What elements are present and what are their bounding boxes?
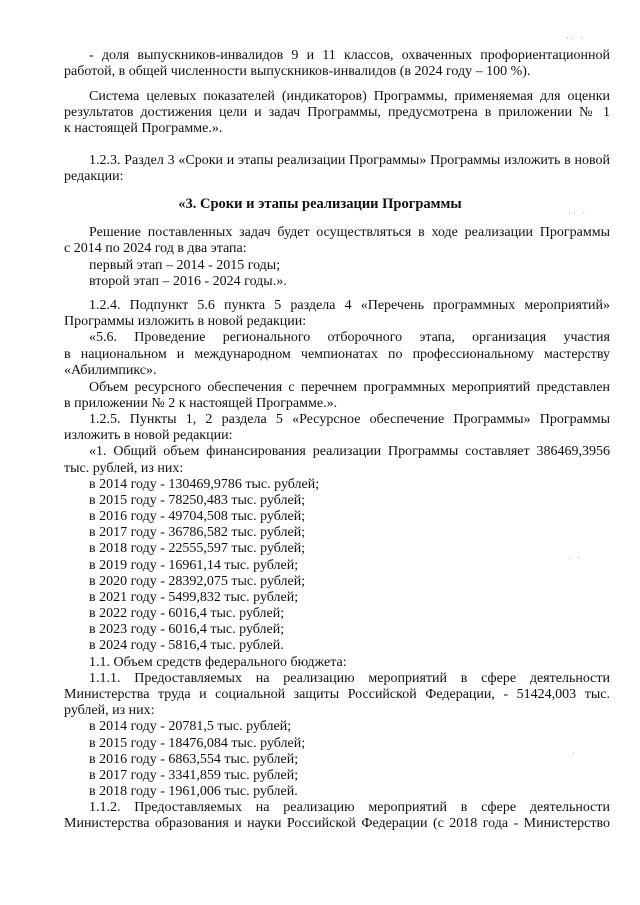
list-item: в 2023 году - 6016,4 тыс. рублей;: [89, 622, 285, 637]
text-line: 1.2.5. Пункты 1, 2 раздела 5 «Ресурсное обеспечение Программы» Программы: [89, 412, 610, 427]
list-item: в 2015 году - 78250,483 тыс. рублей;: [89, 493, 306, 508]
list-item: в 2022 году - 6016,4 тыс. рублей;: [89, 606, 285, 621]
text-line: в национальном и международном чемпионатах по профессиональному мастерству: [64, 347, 610, 362]
list-item: в 2019 году - 16961,14 тыс. рублей;: [89, 558, 299, 573]
list-item: в 2024 году - 5816,4 тыс. рублей.: [89, 638, 284, 653]
text-line: 1.2.3. Раздел 3 «Сроки и этапы реализации Программы» Программы изложить в новой: [89, 153, 610, 168]
text-line: результатов достижения цели и задач Программы, предусмотрена в приложении № 1: [64, 105, 610, 120]
text-line: Система целевых показателей (индикаторов) Программы, применяемая для оценки: [89, 89, 610, 104]
text-line: Министерства труда и социальной защиты Российской Федерации, - 51424,003 тыс.: [64, 687, 610, 702]
text-line: второй этап – 2016 - 2024 годы.».: [89, 274, 287, 289]
text-line: Программы изложить в новой редакции:: [64, 314, 307, 329]
text-line: Министерства образования и науки Российской Федерации (с 2018 года - Министерство: [64, 816, 610, 831]
text-line: 1.1.2. Предоставляемых на реализацию мероприятий в сфере деятельности: [89, 800, 610, 815]
text-line: «Абилимпикс».: [64, 363, 157, 378]
list-item: в 2017 году - 3341,859 тыс. рублей;: [89, 768, 299, 783]
text-line: Решение поставленных задач будет осуществляться в ходе реализации Программы: [89, 225, 610, 240]
text-line: 1.2.4. Подпункт 5.6 пункта 5 раздела 4 «Перечень программных мероприятий»: [89, 298, 610, 313]
list-item: в 2014 году - 130469,9786 тыс. рублей;: [89, 477, 320, 492]
text-line: 1.1.1. Предоставляемых на реализацию мероприятий в сфере деятельности: [89, 671, 610, 686]
text-line: в приложении № 2 к настоящей Программе.».: [64, 396, 338, 411]
text-line: с 2014 по 2024 год в два этапа:: [64, 241, 247, 256]
text-line: первый этап – 2014 - 2015 годы;: [89, 258, 281, 273]
text-line: редакции:: [64, 169, 124, 184]
list-item: в 2016 году - 6863,554 тыс. рублей;: [89, 752, 299, 767]
text-line: «1. Общий объем финансирования реализации Программы составляет 386469,3956: [89, 444, 610, 459]
text-line: Объем ресурсного обеспечения с перечнем программных мероприятий представлен: [89, 380, 610, 395]
list-item: в 2018 году - 1961,006 тыс. рублей.: [89, 784, 298, 799]
scan-speck: ·: [572, 748, 577, 758]
list-item: в 2020 году - 28392,075 тыс. рублей;: [89, 574, 306, 589]
list-item: в 2016 году - 49704,508 тыс. рублей;: [89, 509, 306, 524]
text-line: тыс. рублей, из них:: [64, 461, 184, 476]
list-item: в 2021 году - 5499,832 тыс. рублей;: [89, 590, 299, 605]
text-line: работой, в общей численности выпускников-инвалидов (в 2024 году – 100 %).: [64, 64, 531, 79]
scan-speck: ·· ·: [566, 33, 586, 43]
list-item: в 2018 году - 22555,597 тыс. рублей;: [89, 541, 306, 556]
text-line: рублей, из них:: [64, 703, 155, 718]
text-line: к настоящей Программе.».: [64, 121, 223, 136]
list-item: в 2017 году - 36786,582 тыс. рублей;: [89, 525, 306, 540]
scan-speck: · ·: [568, 553, 583, 563]
list-item: в 2015 году - 18476,084 тыс. рублей;: [89, 736, 306, 751]
section-heading: «3. Сроки и этапы реализации Программы: [178, 196, 462, 212]
list-item: в 2014 году - 20781,5 тыс. рублей;: [89, 719, 292, 734]
text-line: - доля выпускников-инвалидов 9 и 11 классов, охваченных профориентационной: [89, 48, 610, 63]
text-line: изложить в новой редакции:: [64, 428, 233, 443]
text-line: 1.1. Объем средств федерального бюджета:: [89, 655, 347, 670]
scan-speck: ·· ·: [568, 208, 588, 218]
text-line: «5.6. Проведение регионального отборочного этапа, организация участия: [89, 330, 610, 345]
